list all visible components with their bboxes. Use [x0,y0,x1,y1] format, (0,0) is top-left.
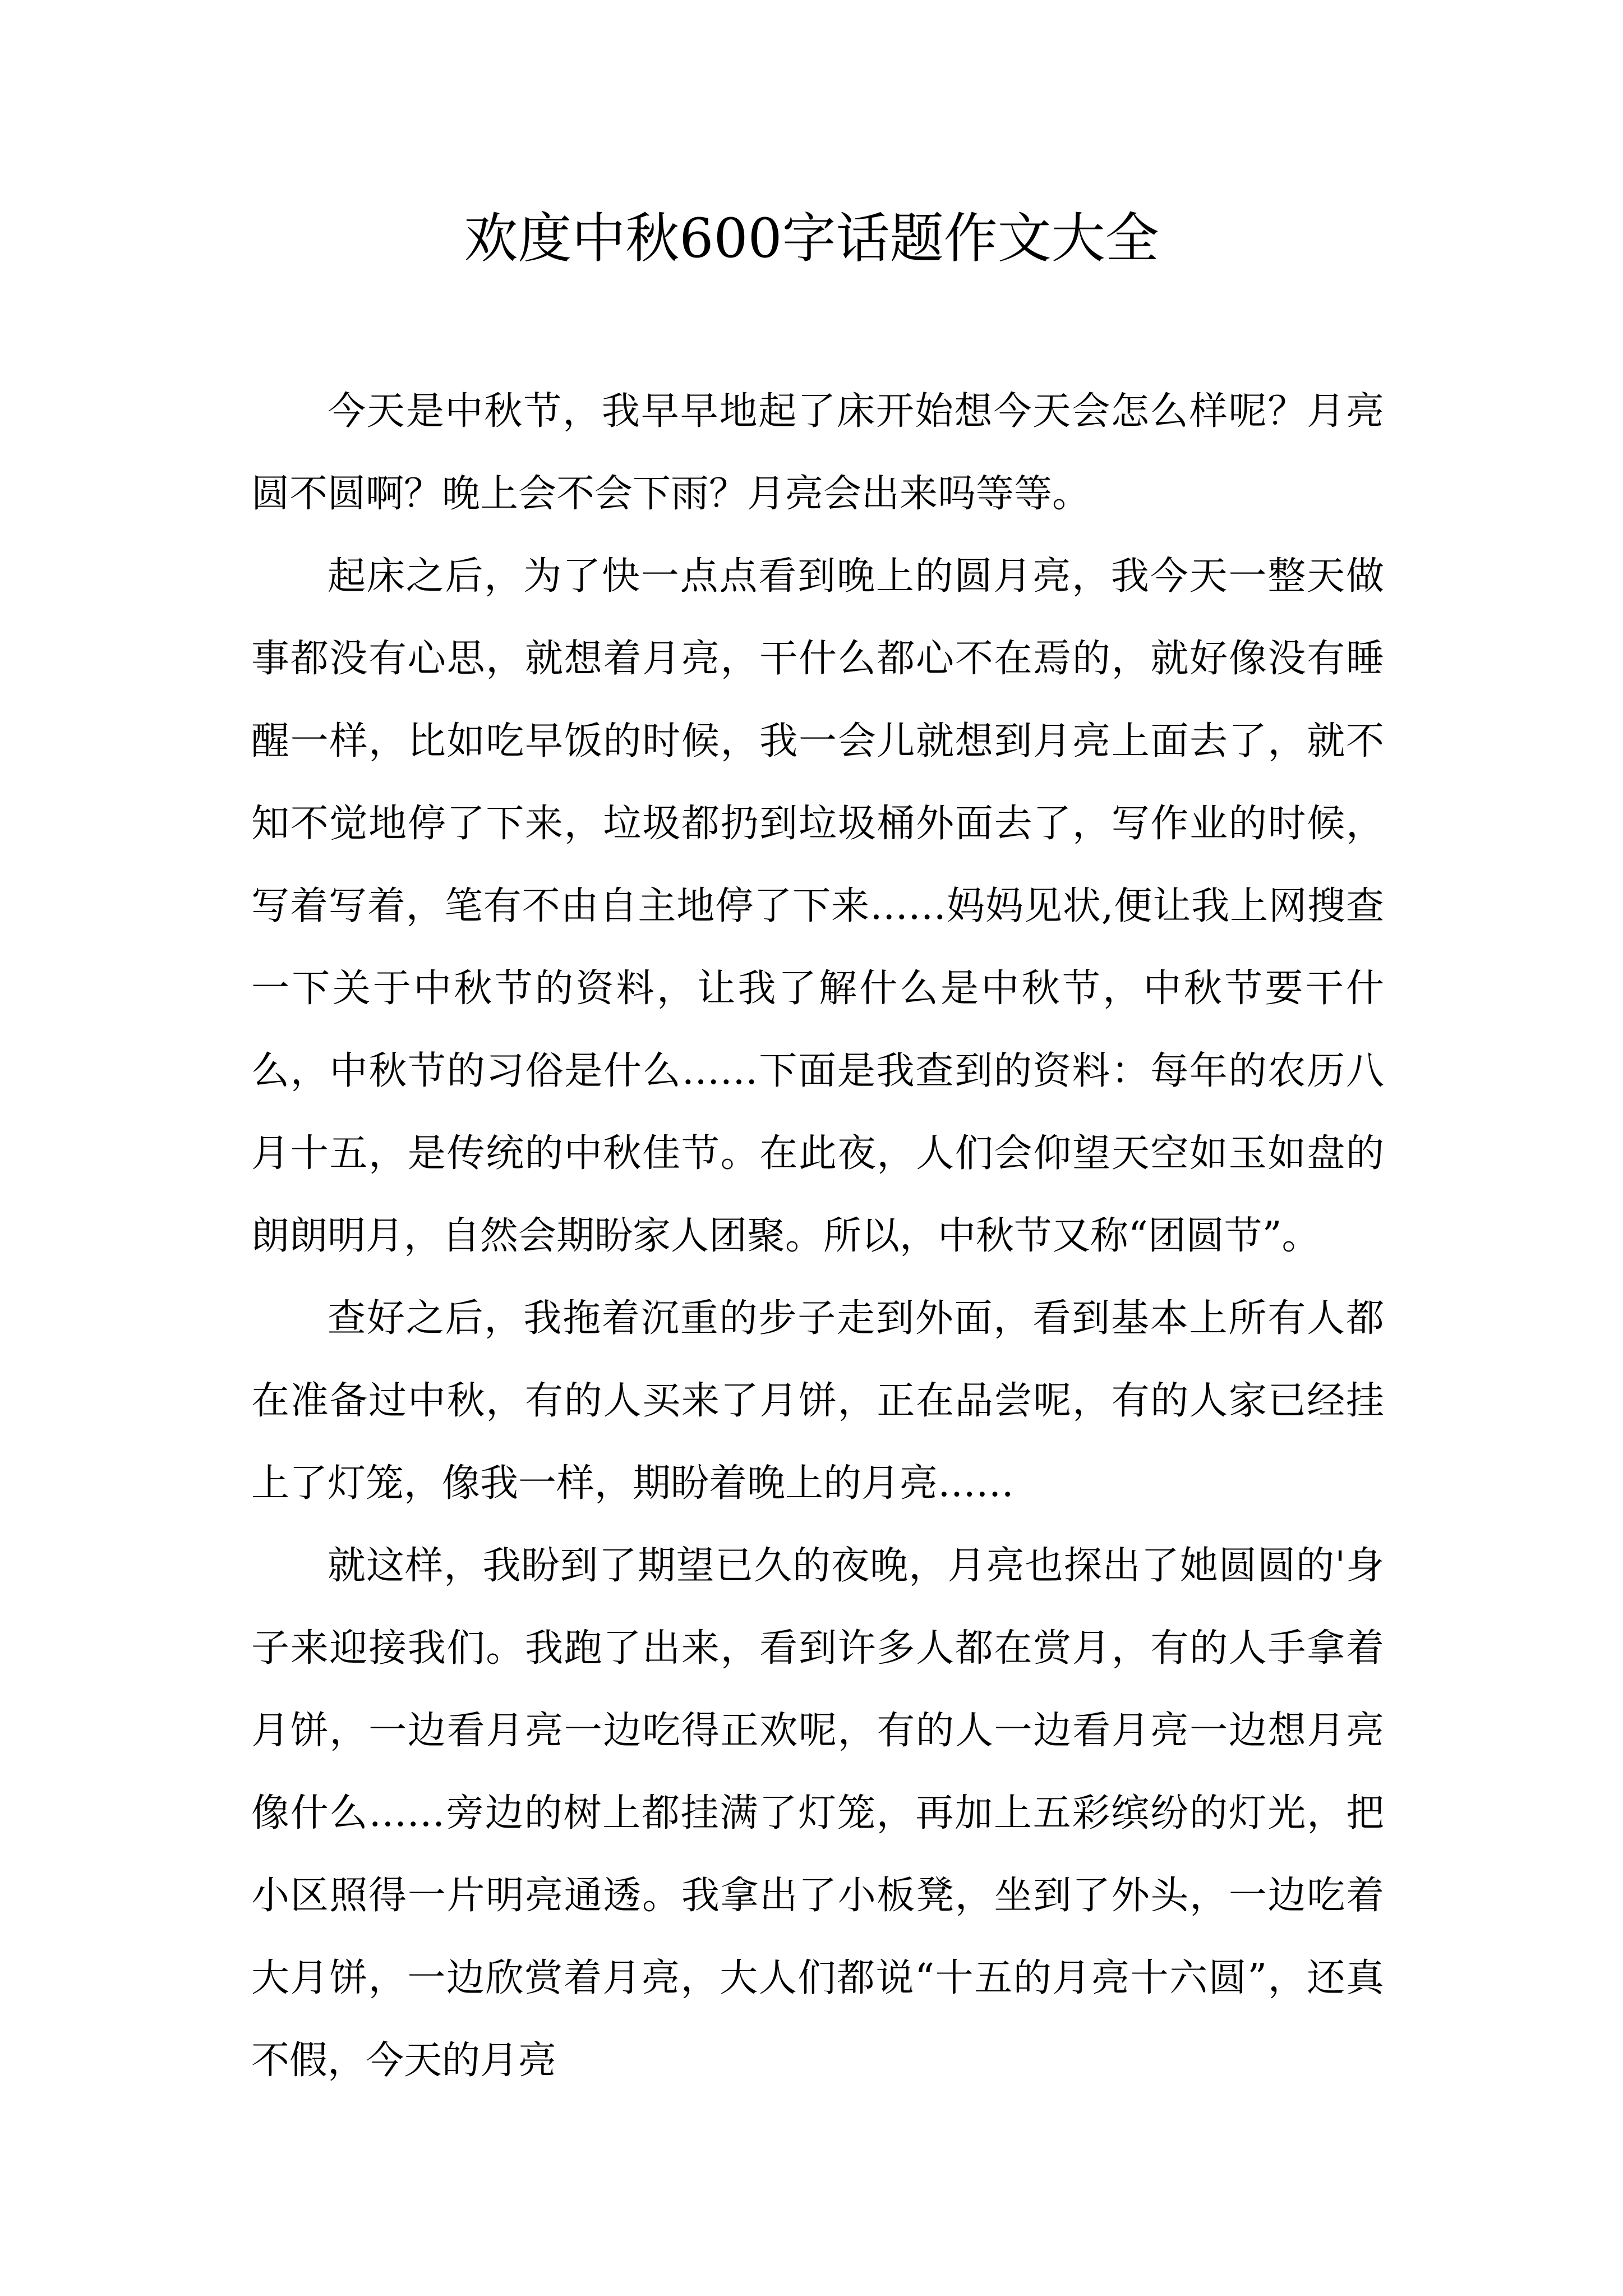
paragraph-2: 起床之后，为了快一点点看到晚上的圆月亮，我今天一整天做事都没有心思，就想着月亮，干什么都心不在焉的，就好像没有睡醒一样，比如吃早饭的时候，我一会儿就想到月亮上面去了，就不知不觉地停了下来，垃圾都扔到垃圾桶外面去了，写作业的时候，写着写着，笔有不由自主地停了下来……妈妈见状,便让我上网搜查一下关于中秋节的资料，让我了解什么是中秋节，中秋节要干什么，中秋节的习俗是什么……下面是我查到的资料：每年的农历八月十五，是传统的中秋佳节。在此夜，人们会仰望天空如玉如盘的朗朗明月，自然会期盼家人团聚。所以，中秋节又称“团圆节”。 [251,554,1384,1258]
document-title: 欢度中秋600字话题作文大全 [464,207,1159,270]
paragraph-3: 查好之后，我拖着沉重的步子走到外面，看到基本上所有人都在准备过中秋，有的人买来了月饼，正在品尝呢，有的人家已经挂上了灯笼，像我一样，期盼着晚上的月亮…… [251,1296,1384,1506]
paragraph-4: 就这样，我盼到了期望已久的夜晚，月亮也探出了她圆圆的'身子来迎接我们。我跑了出来，看到许多人都在赏月，有的人手拿着月饼，一边看月亮一边吃得正欢呢，有的人一边看月亮一边想月亮像什么……旁边的树上都挂满了灯笼，再加上五彩缤纷的灯光，把小区照得一片明亮通透。我拿出了小板凳，坐到了外头，一边吃着大月饼，一边欣赏着月亮，大人们都说“十五的月亮十六圆”，还真不假，今天的月亮 [251,1544,1384,2083]
document-body [251,370,1384,2102]
paragraph-1: 今天是中秋节，我早早地起了床开始想今天会怎么样呢？月亮圆不圆啊？晚上会不会下雨？月亮会出来吗等等。 [251,389,1384,516]
